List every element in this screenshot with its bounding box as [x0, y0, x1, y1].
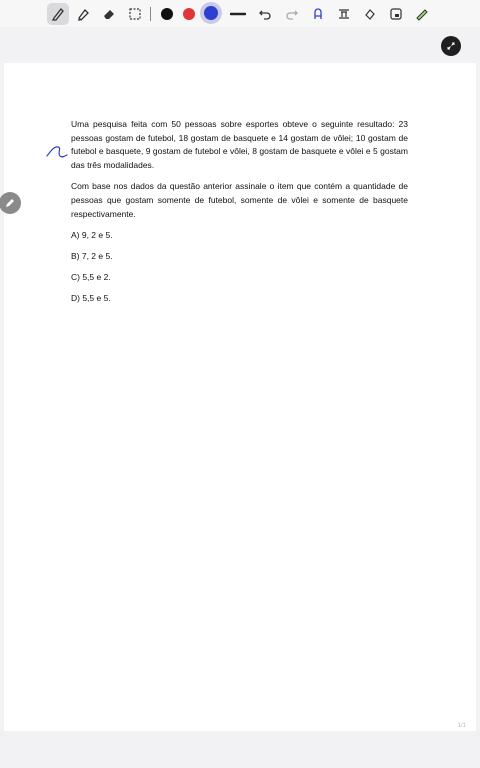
ink-stroke[interactable] [45, 142, 69, 160]
toolbar-divider [150, 7, 151, 21]
collapse-toolbar-button[interactable] [441, 36, 461, 56]
highlighter-pen-icon[interactable] [411, 3, 433, 25]
floating-pen-button[interactable] [0, 192, 21, 214]
color-black-swatch[interactable] [161, 8, 173, 20]
color-blue-swatch[interactable] [204, 6, 218, 20]
question-paragraph-1: Uma pesquisa feita com 50 pessoas sobre esportes obteve o seguinte resultado: 23 pessoas gostam de futebol, 18 gostam de basquete e 14 gostam de vôlei; 10 gostam de futebol e basquete, 9 gostam de futebol e vôlei, 8 gostam de basquete e vôlei e 5 gostam das três modalidades. [71, 119, 408, 170]
redo-icon[interactable] [281, 3, 303, 25]
page-number-indicator: 1/1 [457, 723, 466, 729]
toolbar-subarea [0, 27, 480, 63]
question-content [71, 118, 408, 314]
annotation-toolbar [0, 0, 480, 27]
sticker-icon[interactable] [385, 3, 407, 25]
line-icon[interactable] [227, 3, 249, 25]
highlighter-icon[interactable] [72, 3, 94, 25]
option-c: C) 5,5 e 2. [71, 272, 111, 283]
pen-icon[interactable] [47, 3, 69, 25]
rotate-icon[interactable] [359, 3, 381, 25]
document-page [4, 63, 476, 731]
shape-icon[interactable] [307, 3, 329, 25]
lasso-icon[interactable] [124, 3, 146, 25]
question-paragraph-2: Com base nos dados da questão anterior assinale o item que contém a quantidade de pessoas que gostam somente de futebol, somente de vôlei e somente de basquete respectivamente. [71, 181, 408, 219]
undo-icon[interactable] [254, 3, 276, 25]
text-icon[interactable] [333, 3, 355, 25]
eraser-icon[interactable] [98, 3, 120, 25]
option-b: B) 7, 2 e 5. [71, 251, 113, 262]
color-red-swatch[interactable] [183, 8, 195, 20]
option-a: A) 9, 2 e 5. [71, 230, 113, 241]
option-d: D) 5,5 e 5. [71, 293, 111, 304]
pencil-icon [4, 197, 16, 209]
